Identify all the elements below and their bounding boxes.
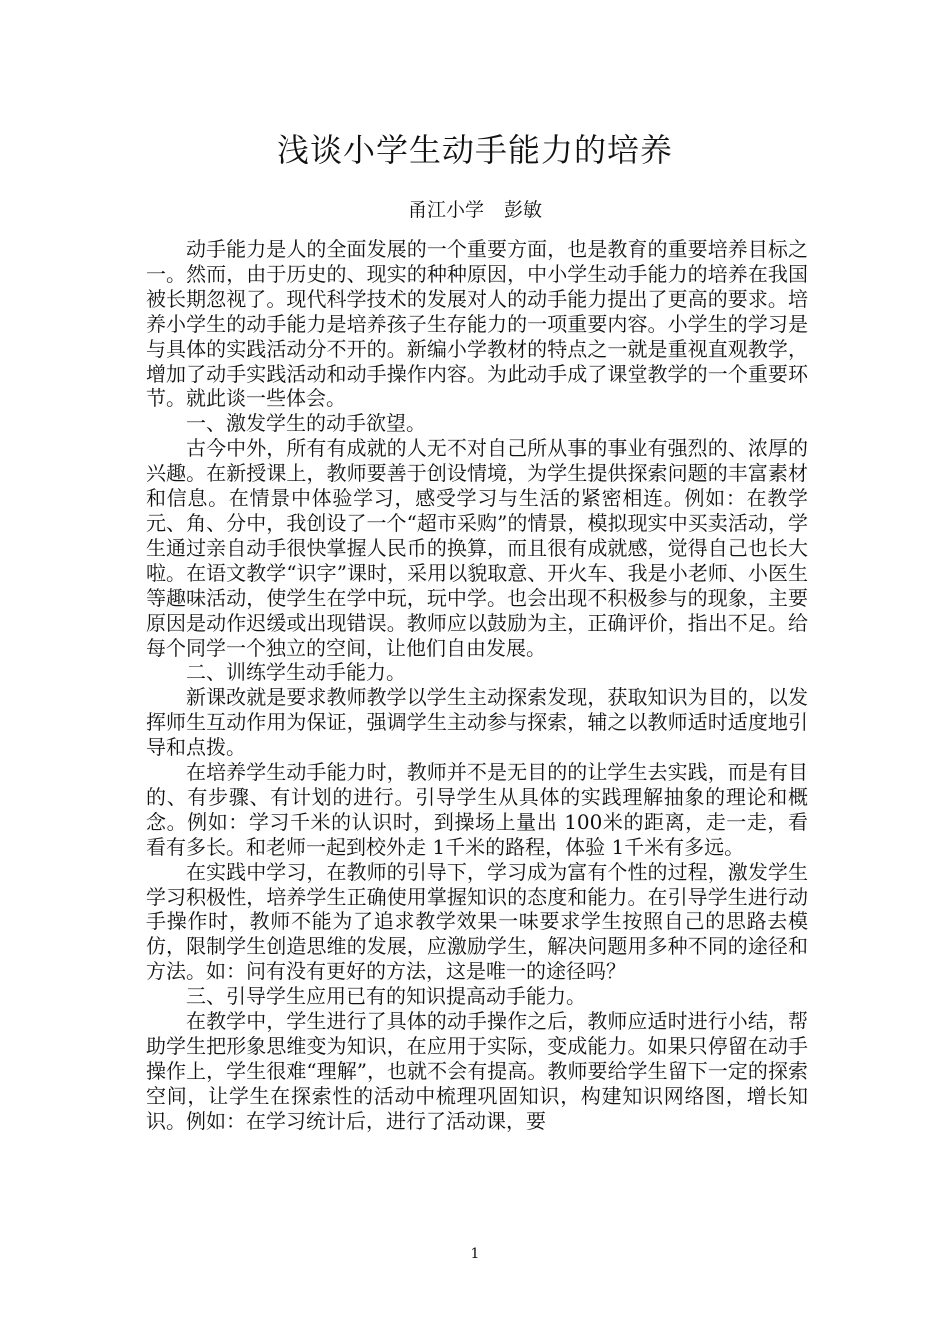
section-heading: 三、引导学生应用已有的知识提高动手能力。 xyxy=(186,984,586,1009)
page-number: 1 xyxy=(470,1246,480,1262)
body-text xyxy=(146,237,808,1134)
author-line xyxy=(0,196,950,224)
paragraph: 在培养学生动手能力时，教师并不是无目的的让学生去实践，而是有目的、有步骤、有计划的进行。引导学生从具体的实践理解抽象的理论和概念。例如：学习千米的认识时，到操场上量出 100米的距离，走一走，看看有多长。和老师一起到校外走 1千米的路程，体验 1千米有多远。 xyxy=(146,760,808,859)
paragraph: 在实践中学习，在教师的引导下，学习成为富有个性的过程，激发学生学习积极性，培养学生正确使用掌握知识的态度和能力。在引导学生进行动手操作时，教师不能为了追求教学效果一味要求学生按照自己的思路去模仿，限制学生创造思维的发展，应激励学生，解决问题用多种不同的途径和方法。如：问有没有更好的方法，这是唯一的途径吗？ xyxy=(146,859,808,984)
paragraph: 新课改就是要求教师教学以学生主动探索发现，获取知识为目的，以发挥师生互动作用为保证，强调学生主动参与探索，辅之以教师适时适度地引导和点拨。 xyxy=(146,685,808,760)
section-heading: 二、训练学生动手能力。 xyxy=(186,660,406,685)
paragraph: 古今中外，所有有成就的人无不对自己所从事的事业有强烈的、浓厚的兴趣。在新授课上，教师要善于创设情境，为学生提供探索问题的丰富素材和信息。在情景中体验学习，感受学习与生活的紧密相连。例如：在教学元、角、分中，我创设了一个“超市采购”的情景，模拟现实中买卖活动，学生通过亲自动手很快掌握人民币的换算，而且很有成就感，觉得自己也长大啦。在语文教学“识字”课时，采用以貌取意、开火车、我是小老师、小医生等趣味活动，使学生在学中玩，玩中学。也会出现不积极参与的现象，主要原因是动作迟缓或出现错误。教师应以鼓励为主，正确评价，指出不足。给每个同学一个独立的空间，让他们自由发展。 xyxy=(146,436,808,660)
author-school: 甬江小学 xyxy=(407,199,484,221)
paragraph: 在教学中，学生进行了具体的动手操作之后，教师应适时进行小结，帮助学生把形象思维变为知识，在应用于实际，变成能力。如果只停留在动手操作上，学生很难“理解”，也就不会有提高。教师要给学生留下一定的探索空间，让学生在探索性的活动中梳理巩固知识，构建知识网络图，增长知识。例如：在学习统计后，进行了活动课，要 xyxy=(146,1009,808,1133)
paragraph: 动手能力是人的全面发展的一个重要方面，也是教育的重要培养目标之一。然而，由于历史的、现实的种种原因，中小学生动手能力的培养在我国被长期忽视了。现代科学技术的发展对人的动手能力提出了更高的要求。培养小学生的动手能力是培养孩子生存能力的一项重要内容。小学生的学习是与具体的实践活动分不开的。新编小学教材的特点之一就是重视直观教学，增加了动手实践活动和动手操作内容。为此动手成了课堂教学的一个重要环节。就此谈一些体会。 xyxy=(146,237,808,411)
section-heading: 一、激发学生的动手欲望。 xyxy=(186,411,426,436)
author-name: 彭敏 xyxy=(504,199,543,221)
page-title: 浅谈小学生动手能力的培养 xyxy=(276,131,673,169)
